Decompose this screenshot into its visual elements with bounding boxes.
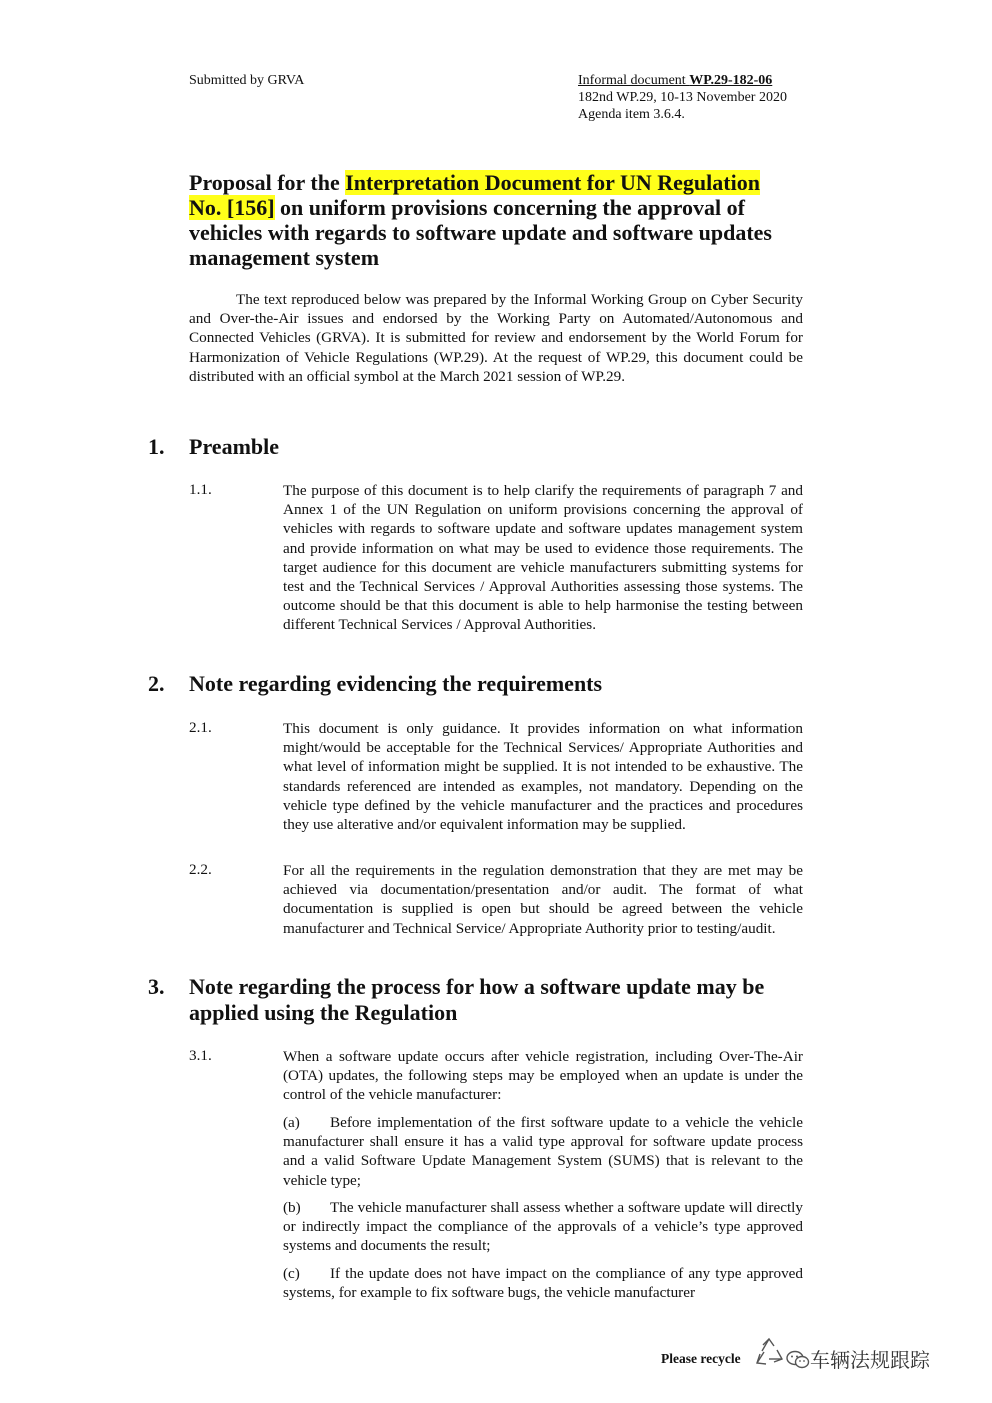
paragraph-number: 2.1.	[189, 719, 212, 736]
section-heading-3	[148, 974, 828, 1026]
title-highlight-b: No. [156]	[189, 195, 275, 220]
wechat-icon	[786, 1350, 810, 1370]
section-title: Note regarding evidencing the requirements	[189, 671, 603, 696]
section-number: 3.	[148, 974, 165, 999]
list-item	[283, 1198, 803, 1256]
list-item	[283, 1113, 803, 1190]
section-title: Preamble	[189, 434, 280, 459]
watermark-text: 车辆法规跟踪	[810, 1348, 930, 1372]
document-id-line	[578, 72, 818, 89]
list-item-label: (c)	[283, 1265, 300, 1282]
document-title	[189, 170, 809, 270]
recycle-icon	[752, 1336, 786, 1370]
list-item-text: If the update does not have impact on the compliance of any type approved systems, for example to fix software bugs, the vehicle manufacturer	[283, 1265, 803, 1302]
list-item-text: Before implementation of the first software update to a vehicle the vehicle manufacturer shall ensure it has a valid type approval for software update process and a valid Software Update Management System (SUMS) that is relevant to the vehicle type;	[283, 1114, 803, 1189]
submitted-by: Submitted by GRVA	[189, 73, 305, 88]
section-number: 1.	[148, 434, 165, 459]
section-heading-2	[148, 671, 828, 697]
paragraph-text: The purpose of this document is to help clarify the requirements of paragraph 7 and Annex 1 of the UN Regulation on uniform provisions concerning the approval of vehicles with regards to software update and software updates management system and provide information on what may be used to evidence those requirements. The target audience for this document are vehicle manufacturers submitting systems for test and the Technical Services / Approval Authorities assessing those systems. The outcome should be that this document is able to help harmonise the testing between different Technical Services / Approval Authorities.	[283, 482, 803, 634]
section-number: 2.	[148, 671, 165, 696]
list-item	[283, 1264, 803, 1302]
doc-number: WP.29-182-06	[689, 73, 773, 88]
list-item-label: (b)	[283, 1199, 301, 1216]
paragraph-number: 1.1.	[189, 481, 212, 498]
paragraph-number: 3.1.	[189, 1047, 212, 1064]
section-heading-1	[148, 434, 828, 460]
paragraph-text: For all the requirements in the regulation demonstration that they are met may be achieved via documentation/presentation and/or audit. The format of what documentation is supplied is open but should be agreed between the vehicle manufacturer and Technical Service/ Appropriate Authority prior to testing/audit.	[283, 862, 803, 937]
doc-label: Informal document	[578, 73, 690, 88]
title-part2: on uniform provisions concerning the approval of vehicles with regards to software update and software updates management system	[189, 195, 772, 270]
watermark	[786, 1344, 930, 1373]
list-item-label: (a)	[283, 1114, 300, 1131]
title-part1: Proposal for the	[189, 170, 346, 195]
title-highlight-a: Interpretation Document for UN Regulation	[345, 170, 760, 195]
paragraph-number: 2.2.	[189, 861, 212, 878]
intro-paragraph: The text reproduced below was prepared by the Informal Working Group on Cyber Security and Over-the-Air issues and endorsed by the Working Party on Automated/Autonomous and Connected Vehicles (GRVA). It is submitted for review and endorsement by the World Forum for Harmonization of Vehicle Regulations (WP.29). At the request of WP.29, this document could be distributed with an official symbol at the March 2021 session of WP.29.	[189, 291, 803, 385]
section-title: Note regarding the process for how a software update may be applied using the Regulation	[189, 974, 765, 1025]
agenda-line: Agenda item 3.6.4.	[578, 107, 685, 122]
please-recycle-text: Please recycle	[661, 1351, 741, 1366]
list-item-text: The vehicle manufacturer shall assess whether a software update will directly or indirectly impact the compliance of the approvals of a vehicle’s type approved systems and documents the result;	[283, 1199, 803, 1255]
paragraph-text: When a software update occurs after vehicle registration, including Over-The-Air (OTA) updates, the following steps may be employed when an update is under the control of the vehicle manufacturer:	[283, 1048, 803, 1104]
paragraph-text: This document is only guidance. It provides information on what information might/would be acceptable for the Technical Services/ Appropriate Authorities and what level of information might be supplied. It is not intended to be exhaustive. The standards referenced are intended as examples, not mandatory. Depending on the vehicle type defined by the vehicle manufacturer and the practices and procedures they use alterative and/or equivalent information may be supplied.	[283, 720, 803, 834]
document-header	[578, 72, 818, 123]
session-line: 182nd WP.29, 10-13 November 2020	[578, 90, 787, 105]
